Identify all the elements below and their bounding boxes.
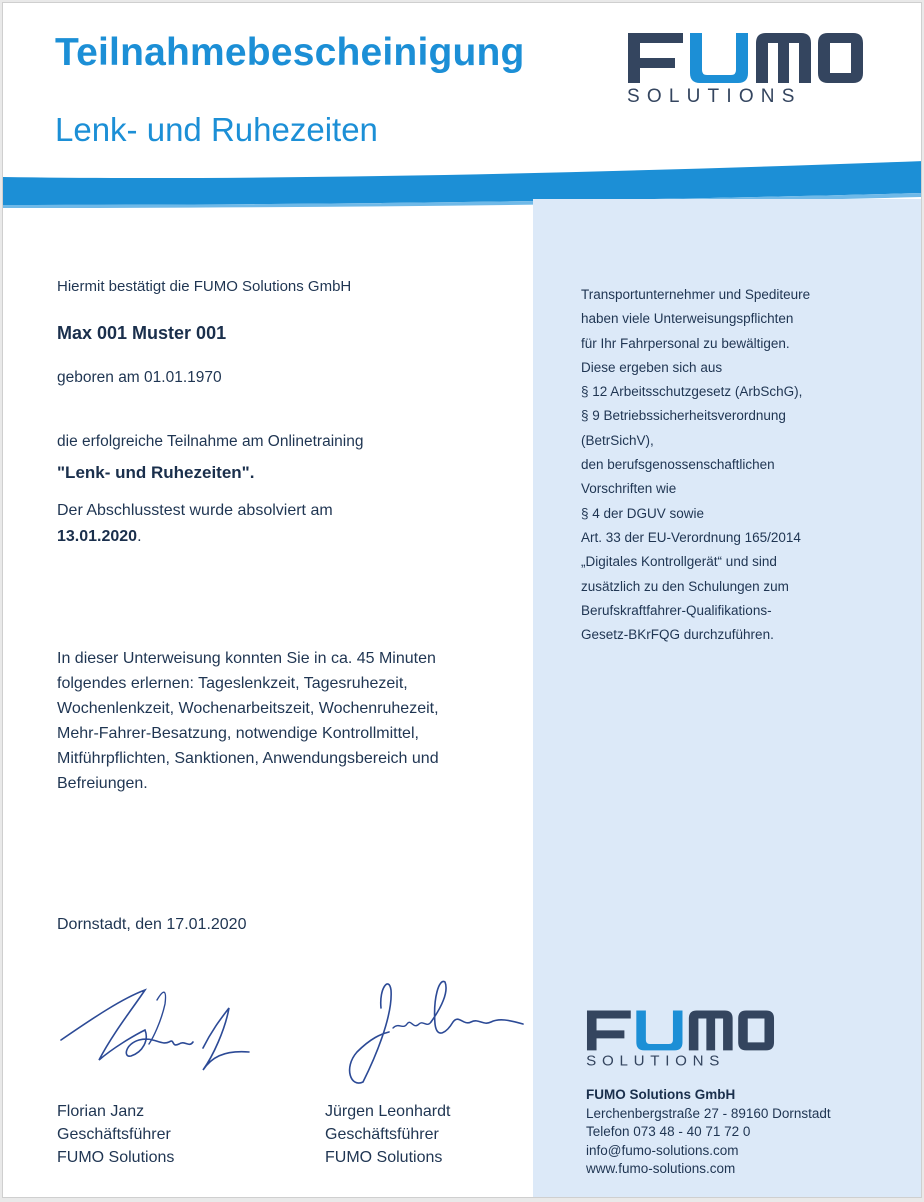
content-line: Mehr-Fahrer-Besatzung, notwendige Kontrollmittel, <box>57 725 419 742</box>
course-name: "Lenk- und Ruhezeiten". <box>57 463 255 482</box>
info-line: (BetrSichV), <box>581 432 654 448</box>
company-contact <box>586 1086 831 1179</box>
success-text: die erfolgreiche Teilnahme am Onlinetraining <box>57 433 364 450</box>
place-date: Dornstadt, den 17.01.2020 <box>57 916 247 933</box>
signatory-role: Geschäftsführer <box>57 1126 171 1143</box>
content-line: Wochenlenkzeit, Wochenarbeitszeit, Wochenruhezeit, <box>57 700 439 717</box>
company-address: Lerchenbergstraße 27 - 89160 Dornstadt <box>586 1105 831 1121</box>
birth-date: geboren am 01.01.1970 <box>57 369 222 386</box>
info-line: für Ihr Fahrpersonal zu bewältigen. <box>581 335 790 351</box>
signature-florian-janz <box>53 978 258 1078</box>
signature-juergen-leonhardt <box>323 968 533 1093</box>
signatory-role: Geschäftsführer <box>325 1126 439 1143</box>
signatory-org: FUMO Solutions <box>57 1149 175 1166</box>
content-line: In dieser Unterweisung konnten Sie in ca. 45 Minuten <box>57 650 436 667</box>
participant-name: Max 001 Muster 001 <box>57 323 227 343</box>
company-name: FUMO Solutions GmbH <box>586 1087 736 1102</box>
confirmation-text: Hiermit bestätigt die FUMO Solutions GmbH <box>57 278 352 295</box>
svg-text:SOLUTIONS: SOLUTIONS <box>627 86 802 105</box>
certificate-page <box>2 2 922 1198</box>
info-line: Berufskraftfahrer-Qualifikations- <box>581 602 772 618</box>
content-line: Mitführpflichten, Sanktionen, Anwendungsbereich und <box>57 750 439 767</box>
info-line: Vorschriften wie <box>581 481 677 497</box>
company-website[interactable]: www.fumo-solutions.com <box>586 1161 736 1176</box>
signatory-name: Jürgen Leonhardt <box>325 1103 451 1120</box>
signatory-1 <box>57 1100 174 1169</box>
info-line: haben viele Unterweisungspflichten <box>581 311 794 327</box>
info-line: Art. 33 der EU-Verordnung 165/2014 <box>581 529 801 545</box>
info-line: Diese ergeben sich aus <box>581 359 723 375</box>
info-line: § 12 Arbeitsschutzgesetz (ArbSchG), <box>581 384 803 400</box>
company-email[interactable]: info@fumo-solutions.com <box>586 1142 739 1158</box>
signatory-org: FUMO Solutions <box>325 1149 443 1166</box>
info-line: Gesetz-BKrFQG durchzuführen. <box>581 627 774 643</box>
page-subtitle: Lenk- und Ruhezeiten <box>55 111 378 148</box>
company-phone: Telefon 073 48 - 40 71 72 0 <box>586 1124 751 1139</box>
fumo-logo-icon <box>623 25 868 105</box>
exam-line: Der Abschlusstest wurde absolviert am <box>57 502 333 519</box>
info-line: Transportunternehmer und Spediteure <box>581 287 811 302</box>
content-line: Befreiungen. <box>57 775 148 792</box>
fumo-logo-top <box>623 25 868 105</box>
info-line: § 9 Betriebssicherheitsverordnung <box>581 408 786 424</box>
info-line: § 4 der DGUV sowie <box>581 505 705 521</box>
exam-date-suffix: . <box>137 528 142 545</box>
fumo-logo-icon <box>583 1003 778 1069</box>
page-title: Teilnahmebescheinigung <box>55 31 525 74</box>
signatory-2 <box>325 1100 450 1169</box>
exam-date: 13.01.2020 <box>57 528 138 545</box>
exam-text <box>57 498 437 550</box>
info-line: „Digitales Kontrollgerät“ und sind <box>581 554 777 570</box>
fumo-logo-bottom <box>583 1003 778 1069</box>
svg-text:SOLUTIONS: SOLUTIONS <box>586 1052 726 1069</box>
signatory-name: Florian Janz <box>57 1103 145 1120</box>
info-line: den berufsgenossenschaftlichen <box>581 457 775 473</box>
info-panel-text <box>581 283 911 647</box>
exam-date-line <box>57 524 437 550</box>
training-content <box>57 646 527 796</box>
content-line: folgendes erlernen: Tageslenkzeit, Tagesruhezeit, <box>57 675 408 692</box>
info-line: zusätzlich zu den Schulungen zum <box>581 578 789 594</box>
